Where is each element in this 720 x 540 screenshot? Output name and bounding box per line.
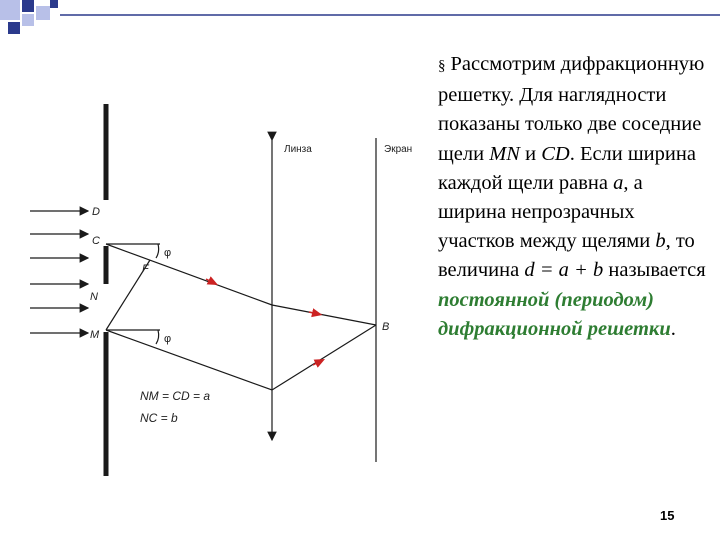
text-mn: MN (489, 142, 520, 165)
equation-nm-cd: NM = CD = a (140, 389, 211, 403)
ray-arrow (309, 312, 318, 314)
point-label-m: M (90, 329, 100, 341)
angle-arc-upper (156, 244, 159, 258)
point-label-d: D (92, 206, 100, 218)
bullet-marker: § (438, 58, 446, 74)
highlighted-term: постоянной (периодом) дифракционной решетки (438, 288, 671, 340)
point-label-n: N (90, 291, 98, 303)
screen-label: Экран (384, 144, 413, 155)
text-part-3: , а ширина непрозрачных участков между щелями (438, 171, 656, 253)
text-formula: d = a + b (524, 259, 604, 282)
incident-rays (30, 211, 88, 333)
text-a: a (613, 171, 624, 194)
text-part-1: Рассмотрим дифракционную решетку. Для наглядности показаны только две соседние щели (438, 53, 705, 165)
text-part-4: , то величина (438, 230, 695, 282)
lens-label: Линза (284, 144, 312, 155)
text-part-5: называется (603, 259, 706, 282)
point-label-f: F (142, 263, 149, 275)
phi-label-upper: φ (164, 247, 172, 259)
text-part-2: . Если ширина каждой щели равна (438, 142, 696, 194)
text-end: . (670, 317, 676, 340)
point-labels (90, 206, 389, 341)
upper-ray (106, 244, 376, 325)
angle-arc-lower (156, 330, 159, 344)
text-and: и (519, 142, 542, 165)
text-cd: CD (541, 142, 570, 165)
phi-label-lower: φ (164, 333, 172, 345)
point-label-b: B (382, 321, 390, 333)
text-b: b (655, 230, 666, 253)
explanation-text (438, 50, 708, 344)
ray-direction-arrows (206, 279, 321, 365)
lower-ray (106, 325, 376, 390)
equation-nc: NC = b (140, 411, 178, 425)
point-label-c: C (92, 235, 100, 247)
page-number: 15 (660, 508, 675, 523)
